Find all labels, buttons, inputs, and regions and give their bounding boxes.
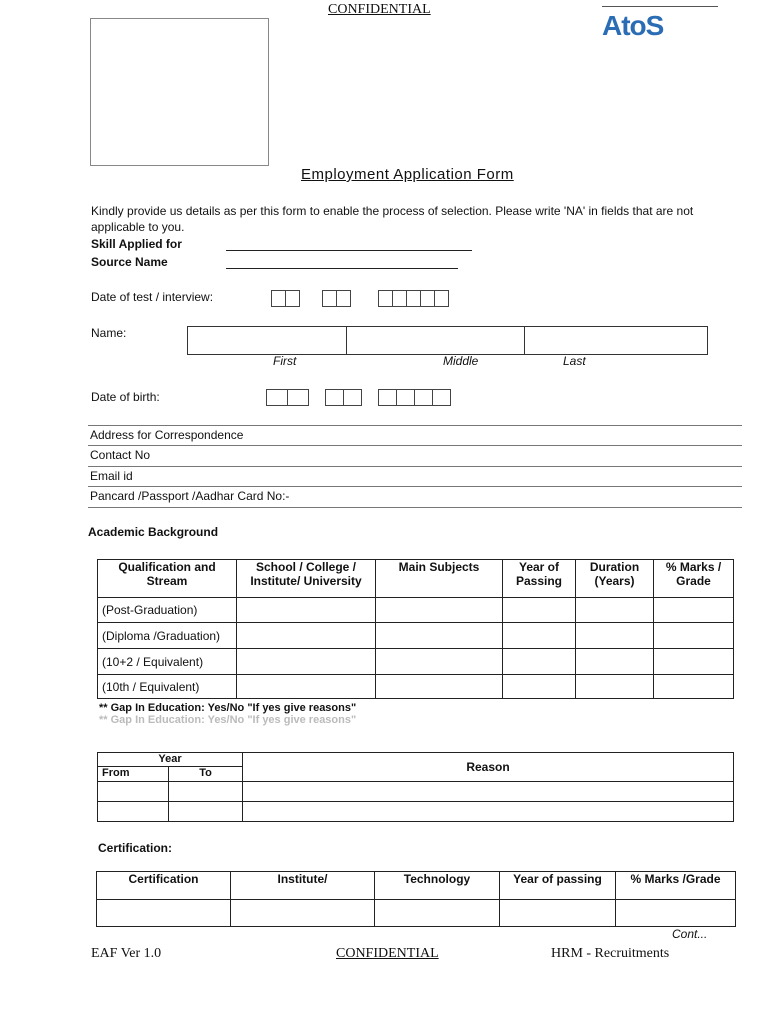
middle-name-field[interactable]	[346, 326, 525, 355]
date-of-test-label: Date of test / interview:	[91, 290, 214, 304]
source-name-label: Source Name	[91, 255, 168, 269]
table-cell[interactable]	[169, 802, 243, 822]
row-post-graduation: (Post-Graduation)	[98, 598, 237, 623]
col-marks-grade: % Marks /Grade	[616, 872, 736, 900]
last-name-field[interactable]	[524, 326, 708, 355]
table-cell[interactable]	[169, 782, 243, 802]
table-cell[interactable]	[616, 900, 736, 927]
certification-heading: Certification:	[98, 841, 173, 855]
row-12th: (10+2 / Equivalent)	[98, 649, 237, 675]
footer-version: EAF Ver 1.0	[91, 946, 162, 961]
photo-box	[90, 18, 269, 166]
col-duration: Duration (Years)	[576, 560, 654, 598]
table-cell[interactable]	[97, 900, 231, 927]
gap-note: ** Gap In Education: Yes/No "If yes give reasons"	[99, 702, 357, 714]
table-cell[interactable]	[503, 675, 576, 699]
email-row[interactable]: Email id	[88, 467, 742, 487]
table-cell[interactable]	[654, 649, 734, 675]
dob-month-field[interactable]	[325, 389, 361, 406]
col-technology: Technology	[375, 872, 500, 900]
table-cell[interactable]	[376, 623, 503, 649]
instruction-text: Kindly provide us details as per this form to enable the process of selection. Please write 'NA' in fields that are not applicable to you.	[91, 204, 694, 234]
footer-confidential: CONFIDENTIAL	[336, 946, 439, 961]
table-cell[interactable]	[654, 598, 734, 623]
gap-note-shadow: ** Gap In Education: Yes/No "If yes give reasons"	[99, 714, 357, 726]
table-cell[interactable]	[503, 649, 576, 675]
table-row	[98, 623, 734, 649]
table-cell[interactable]	[654, 623, 734, 649]
test-day-field[interactable]	[271, 290, 299, 307]
col-main-subjects: Main Subjects	[376, 560, 503, 598]
table-cell[interactable]	[375, 900, 500, 927]
reason-header: Reason	[243, 753, 734, 782]
contact-section	[88, 425, 742, 508]
table-cell[interactable]	[237, 649, 376, 675]
source-name-field[interactable]	[226, 254, 458, 269]
test-month-field[interactable]	[322, 290, 350, 307]
year-header: Year	[98, 753, 243, 767]
skill-applied-field[interactable]	[226, 236, 472, 251]
table-row	[98, 649, 734, 675]
table-cell[interactable]	[376, 675, 503, 699]
col-certification: Certification	[97, 872, 231, 900]
col-year-of-passing: Year of passing	[500, 872, 616, 900]
col-institute: Institute/	[231, 872, 375, 900]
logo-rule	[602, 6, 718, 7]
col-qualification: Qualification and Stream	[98, 560, 237, 598]
table-cell[interactable]	[243, 802, 734, 822]
name-label: Name:	[91, 326, 127, 340]
first-name-field[interactable]	[187, 326, 347, 355]
academic-table	[97, 559, 734, 699]
table-cell[interactable]	[237, 675, 376, 699]
first-caption: First	[273, 354, 297, 368]
table-cell[interactable]	[98, 782, 169, 802]
table-cell[interactable]	[503, 598, 576, 623]
form-title: Employment Application Form	[301, 166, 514, 183]
table-cell[interactable]	[237, 623, 376, 649]
gap-table	[97, 752, 734, 822]
certification-table	[96, 871, 736, 927]
table-cell[interactable]	[237, 598, 376, 623]
table-cell[interactable]	[243, 782, 734, 802]
col-marks: % Marks / Grade	[654, 560, 734, 598]
continued-note: Cont...	[672, 927, 708, 941]
table-cell[interactable]	[654, 675, 734, 699]
table-cell[interactable]	[576, 623, 654, 649]
table-row	[97, 900, 736, 927]
row-10th: (10th / Equivalent)	[98, 675, 237, 699]
address-row[interactable]: Address for Correspondence	[88, 426, 742, 446]
table-cell[interactable]	[376, 649, 503, 675]
dob-day-field[interactable]	[266, 389, 308, 406]
table-cell[interactable]	[576, 649, 654, 675]
footer-dept: HRM - Recruitments	[551, 946, 670, 961]
skill-applied-label: Skill Applied for	[91, 237, 182, 251]
table-row	[98, 802, 734, 822]
table-cell[interactable]	[500, 900, 616, 927]
from-header: From	[98, 767, 169, 782]
table-cell[interactable]	[503, 623, 576, 649]
dob-label: Date of birth:	[91, 390, 160, 404]
table-cell[interactable]	[576, 598, 654, 623]
col-year-of-passing: Year of Passing	[503, 560, 576, 598]
table-cell[interactable]	[98, 802, 169, 822]
academic-heading: Academic Background	[88, 525, 219, 539]
table-cell[interactable]	[576, 675, 654, 699]
atos-logo: AtoS	[602, 10, 664, 41]
table-row	[98, 598, 734, 623]
row-graduation: (Diploma /Graduation)	[98, 623, 237, 649]
table-row	[98, 782, 734, 802]
col-school: School / College / Institute/ University	[237, 560, 376, 598]
last-caption: Last	[563, 354, 586, 368]
header-confidential: CONFIDENTIAL	[328, 2, 431, 17]
test-year-field[interactable]	[378, 290, 448, 307]
table-row	[98, 675, 734, 699]
table-cell[interactable]	[231, 900, 375, 927]
middle-caption: Middle	[443, 354, 479, 368]
to-header: To	[169, 767, 243, 782]
contact-no-row[interactable]: Contact No	[88, 446, 742, 467]
id-number-row[interactable]: Pancard /Passport /Aadhar Card No:-	[88, 487, 742, 508]
table-cell[interactable]	[376, 598, 503, 623]
dob-year-field[interactable]	[378, 389, 450, 406]
